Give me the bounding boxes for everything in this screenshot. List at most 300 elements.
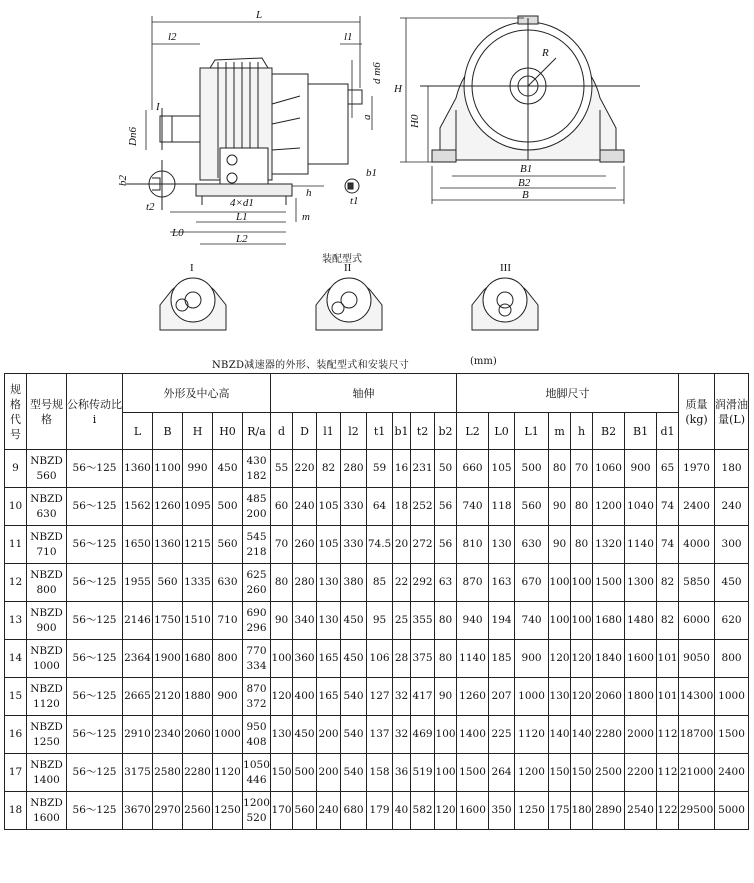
subheader-cell: B2 [593,413,625,450]
cell-H: 2280 [183,754,213,792]
end-view [420,16,640,162]
cell-code: 18 [5,792,27,830]
table-row [5,602,749,640]
cell-L: 1955 [123,564,153,602]
dim-label-R: R [542,47,549,59]
cell-a: 200 [246,507,267,520]
cell-H: 1215 [183,526,213,564]
cell-code: 17 [5,754,27,792]
subheader-cell: D [293,413,317,450]
cell-code: 16 [5,716,27,754]
cell-L1: 630 [515,526,549,564]
cell-L1: 1000 [515,678,549,716]
cell-ratio: 56～125 [67,488,123,526]
cell-t2: 417 [411,678,435,716]
cell-R: 870 [246,682,267,695]
cell-H: 1095 [183,488,213,526]
cell-l2: 450 [341,602,367,640]
cell-mass: 1970 [679,450,715,488]
cell-l1: 240 [317,792,341,830]
cell-H: 2060 [183,716,213,754]
cell-b1: 18 [393,488,411,526]
cell-ratio: 56～125 [67,526,123,564]
cell-b1: 36 [393,754,411,792]
subheader-cell: L [123,413,153,450]
cell-B1: 900 [625,450,657,488]
cell-H0: 1000 [213,716,243,754]
cell-model: NBZD 1400 [27,754,67,792]
header-foot: 地脚尺寸 [457,374,679,413]
cell-d: 60 [271,488,293,526]
cell-ratio: 56～125 [67,602,123,640]
cell-m: 130 [549,678,571,716]
cell-L0: 105 [489,450,515,488]
cell-B2: 2890 [593,792,625,830]
cell-oil: 180 [715,450,749,488]
cell-m: 150 [549,754,571,792]
cell-ratio: 56～125 [67,678,123,716]
cell-oil: 300 [715,526,749,564]
cell-L0: 225 [489,716,515,754]
cell-b1: 40 [393,792,411,830]
cell-a: 296 [246,621,267,634]
cell-D: 560 [293,792,317,830]
cell-d: 80 [271,564,293,602]
dim-label-H0: H0 [409,114,421,128]
cell-B2: 1060 [593,450,625,488]
cell-b2: 50 [435,450,457,488]
subheader-cell: H [183,413,213,450]
subheader-cell: R/a [243,413,271,450]
cell-model: NBZD 800 [27,564,67,602]
dim-label-b2: b2 [117,175,129,186]
cell-t1: 179 [367,792,393,830]
cell-b2: 100 [435,754,457,792]
cell-L: 1562 [123,488,153,526]
cell-a: 260 [246,583,267,596]
cell-l1: 130 [317,564,341,602]
cell-ratio: 56～125 [67,716,123,754]
cell-R-a [243,754,271,792]
cell-d1: 65 [657,450,679,488]
cell-L2: 740 [457,488,489,526]
cell-mass: 4000 [679,526,715,564]
cell-D: 220 [293,450,317,488]
dim-label-m: m [302,211,310,223]
cell-ratio: 56～125 [67,450,123,488]
cell-B: 1360 [153,526,183,564]
cell-b2: 100 [435,716,457,754]
cell-oil: 620 [715,602,749,640]
cell-R-a [243,602,271,640]
cell-d1: 101 [657,640,679,678]
cell-L0: 118 [489,488,515,526]
cell-h: 100 [571,602,593,640]
cell-d: 170 [271,792,293,830]
cell-H: 1335 [183,564,213,602]
cell-model: NBZD 560 [27,450,67,488]
cell-t1: 85 [367,564,393,602]
cell-b2: 80 [435,602,457,640]
cell-l1: 105 [317,488,341,526]
cell-code: 10 [5,488,27,526]
cell-D: 360 [293,640,317,678]
cell-B2: 1500 [593,564,625,602]
cell-t1: 106 [367,640,393,678]
dim-label-t2: t2 [146,201,155,213]
cell-B: 2340 [153,716,183,754]
cell-model: NBZD 1600 [27,792,67,830]
cell-d: 130 [271,716,293,754]
cell-model: NBZD 1000 [27,640,67,678]
cell-L2: 940 [457,602,489,640]
cell-t1: 95 [367,602,393,640]
subheader-cell: L0 [489,413,515,450]
cell-model: NBZD 1250 [27,716,67,754]
cell-L2: 1400 [457,716,489,754]
cell-D: 500 [293,754,317,792]
cell-B1: 1480 [625,602,657,640]
cell-b2: 90 [435,678,457,716]
cell-ratio: 56～125 [67,792,123,830]
cell-ratio: 56～125 [67,640,123,678]
cell-h: 70 [571,450,593,488]
subheader-cell: L1 [515,413,549,450]
cell-L0: 163 [489,564,515,602]
cell-L1: 1200 [515,754,549,792]
header-code: 规格代号 [5,374,27,450]
dim-label-L1: L1 [236,211,248,223]
cell-L0: 194 [489,602,515,640]
cell-l1: 130 [317,602,341,640]
table-caption: NBZD减速器的外形、装配型式和安装尺寸 [212,360,410,371]
table-unit: (mm) [470,356,497,367]
cell-h: 140 [571,716,593,754]
cell-a: 446 [246,773,267,786]
cell-B2: 1680 [593,602,625,640]
cell-R-a [243,716,271,754]
cell-b1: 25 [393,602,411,640]
subheader-cell: d [271,413,293,450]
cell-H: 1880 [183,678,213,716]
subheader-cell: L2 [457,413,489,450]
cell-l1: 200 [317,716,341,754]
cell-L2: 810 [457,526,489,564]
cell-D: 450 [293,716,317,754]
cell-oil: 240 [715,488,749,526]
cell-t1: 127 [367,678,393,716]
cell-code: 11 [5,526,27,564]
dim-label-H: H [394,83,402,95]
dim-label-a: a [361,114,373,120]
cell-L0: 130 [489,526,515,564]
cell-t2: 375 [411,640,435,678]
cell-m: 175 [549,792,571,830]
cell-B1: 1140 [625,526,657,564]
cell-l2: 540 [341,716,367,754]
cell-oil: 5000 [715,792,749,830]
cell-L1: 1250 [515,792,549,830]
cell-l2: 450 [341,640,367,678]
cell-b1: 16 [393,450,411,488]
cell-B: 2580 [153,754,183,792]
cell-h: 80 [571,526,593,564]
cell-t1: 158 [367,754,393,792]
table-row [5,488,749,526]
cell-R: 625 [246,568,267,581]
cell-L1: 670 [515,564,549,602]
cell-h: 80 [571,488,593,526]
cell-D: 240 [293,488,317,526]
table-row [5,678,749,716]
cell-d: 120 [271,678,293,716]
cell-l2: 380 [341,564,367,602]
cell-B2: 1200 [593,488,625,526]
cell-B: 1100 [153,450,183,488]
cell-R: 485 [246,492,267,505]
cell-H0: 800 [213,640,243,678]
cell-D: 340 [293,602,317,640]
cell-mass: 18700 [679,716,715,754]
header-shaft: 轴伸 [271,374,457,413]
cell-L0: 207 [489,678,515,716]
cell-mass: 2400 [679,488,715,526]
cell-oil: 1500 [715,716,749,754]
cell-l1: 82 [317,450,341,488]
cell-m: 80 [549,450,571,488]
cell-d1: 112 [657,754,679,792]
cell-b1: 20 [393,526,411,564]
cell-d1: 101 [657,678,679,716]
cell-B: 2120 [153,678,183,716]
cell-a: 182 [246,469,267,482]
table-row [5,564,749,602]
cell-H: 2560 [183,792,213,830]
assembly-label-2: II [344,262,352,274]
cell-B1: 2540 [625,792,657,830]
dim-label-b1: b1 [366,167,377,179]
cell-model: NBZD 900 [27,602,67,640]
cell-h: 120 [571,678,593,716]
cell-B2: 2060 [593,678,625,716]
side-view [160,58,362,205]
cell-a: 372 [246,697,267,710]
cell-b2: 56 [435,488,457,526]
dim-label-L2: L2 [236,233,248,245]
cell-B: 1260 [153,488,183,526]
cell-L2: 1600 [457,792,489,830]
cell-R: 430 [246,454,267,467]
cell-L: 2364 [123,640,153,678]
header-mass: 质量(kg) [679,374,715,450]
cell-oil: 1000 [715,678,749,716]
cell-mass: 21000 [679,754,715,792]
cell-L1: 740 [515,602,549,640]
cell-L2: 660 [457,450,489,488]
cell-a: 334 [246,659,267,672]
cell-m: 100 [549,602,571,640]
cell-l1: 165 [317,640,341,678]
cell-L: 3175 [123,754,153,792]
cell-a: 408 [246,735,267,748]
cell-oil: 450 [715,564,749,602]
cell-d1: 112 [657,716,679,754]
assembly-label-1: I [190,262,194,274]
subheader-cell: H0 [213,413,243,450]
cell-m: 120 [549,640,571,678]
cell-l2: 540 [341,678,367,716]
cell-b1: 32 [393,716,411,754]
cell-oil: 2400 [715,754,749,792]
cell-L1: 560 [515,488,549,526]
dim-label-B: B [522,189,529,201]
cell-t2: 519 [411,754,435,792]
subheader-cell: B [153,413,183,450]
assembly-type-title: 装配型式 [322,254,362,265]
cell-t1: 74.5 [367,526,393,564]
cell-B2: 2280 [593,716,625,754]
subheader-cell: h [571,413,593,450]
cell-H: 1680 [183,640,213,678]
cell-m: 140 [549,716,571,754]
subheader-cell: b1 [393,413,411,450]
cell-l2: 280 [341,450,367,488]
cell-code: 15 [5,678,27,716]
table-row [5,640,749,678]
cell-B1: 1300 [625,564,657,602]
cell-ratio: 56～125 [67,754,123,792]
cell-b2: 120 [435,792,457,830]
dim-label-B1: B1 [520,163,533,175]
dim-label-d: d m6 [371,62,383,84]
cell-l2: 680 [341,792,367,830]
cell-m: 90 [549,488,571,526]
cell-t2: 469 [411,716,435,754]
cell-R-a [243,792,271,830]
subheader-cell: l1 [317,413,341,450]
cell-l2: 540 [341,754,367,792]
cell-b1: 22 [393,564,411,602]
dim-label-h: h [306,187,312,199]
cell-model: NBZD 630 [27,488,67,526]
cell-L: 2665 [123,678,153,716]
cell-L2: 1500 [457,754,489,792]
cell-L: 2146 [123,602,153,640]
cell-model: NBZD 1120 [27,678,67,716]
table-row [5,754,749,792]
cell-D: 400 [293,678,317,716]
cell-D: 260 [293,526,317,564]
cell-b1: 28 [393,640,411,678]
cell-B2: 1320 [593,526,625,564]
subheader-cell: B1 [625,413,657,450]
subheader-cell: m [549,413,571,450]
dim-label-4xd1: 4×d1 [230,197,254,209]
cell-B: 1900 [153,640,183,678]
subheader-cell: d1 [657,413,679,450]
cell-L: 3670 [123,792,153,830]
cell-t1: 137 [367,716,393,754]
cell-mass: 5850 [679,564,715,602]
cell-mass: 6000 [679,602,715,640]
cell-B: 2970 [153,792,183,830]
cell-b2: 63 [435,564,457,602]
dim-label-l1: l1 [344,31,353,43]
cell-m: 100 [549,564,571,602]
cell-t1: 64 [367,488,393,526]
cell-d1: 82 [657,564,679,602]
cell-R-a [243,450,271,488]
table-row [5,716,749,754]
cell-R: 770 [246,644,267,657]
cell-ratio: 56～125 [67,564,123,602]
reducer-outline-drawing [0,0,754,360]
cell-b2: 56 [435,526,457,564]
cell-t1: 59 [367,450,393,488]
cell-d1: 82 [657,602,679,640]
cell-L2: 1140 [457,640,489,678]
cell-t2: 582 [411,792,435,830]
cell-B1: 1800 [625,678,657,716]
cell-a: 218 [246,545,267,558]
dim-label-L0: L0 [172,227,184,239]
cell-d: 55 [271,450,293,488]
cell-l2: 330 [341,526,367,564]
cell-d: 70 [271,526,293,564]
cell-d: 150 [271,754,293,792]
dim-label-D: Dn6 [127,127,139,146]
cell-B: 1750 [153,602,183,640]
cell-R-a [243,564,271,602]
cell-R: 1200 [243,796,270,809]
cell-L2: 1260 [457,678,489,716]
cell-b1: 32 [393,678,411,716]
cell-L0: 350 [489,792,515,830]
cell-L1: 500 [515,450,549,488]
assembly-type-1 [160,278,226,330]
cell-R: 950 [246,720,267,733]
cell-H0: 500 [213,488,243,526]
cell-h: 180 [571,792,593,830]
header-ratio: 公称传动比i [67,374,123,450]
cell-code: 9 [5,450,27,488]
cell-H0: 1250 [213,792,243,830]
cell-R: 690 [246,606,267,619]
cell-L1: 900 [515,640,549,678]
cell-L0: 264 [489,754,515,792]
subheader-cell: b2 [435,413,457,450]
subheader-cell: t2 [411,413,435,450]
cell-code: 13 [5,602,27,640]
cell-B1: 2000 [625,716,657,754]
cell-R: 1050 [243,758,270,771]
table-row [5,526,749,564]
cell-d1: 74 [657,526,679,564]
table-row [5,450,749,488]
dim-label-l2: l2 [168,31,177,43]
cell-R-a [243,488,271,526]
assembly-label-3: III [500,262,511,274]
cell-H0: 630 [213,564,243,602]
cell-m: 90 [549,526,571,564]
cell-L0: 185 [489,640,515,678]
cell-B2: 2500 [593,754,625,792]
cell-l2: 330 [341,488,367,526]
cell-oil: 800 [715,640,749,678]
cell-l1: 105 [317,526,341,564]
cell-D: 280 [293,564,317,602]
cell-l1: 200 [317,754,341,792]
